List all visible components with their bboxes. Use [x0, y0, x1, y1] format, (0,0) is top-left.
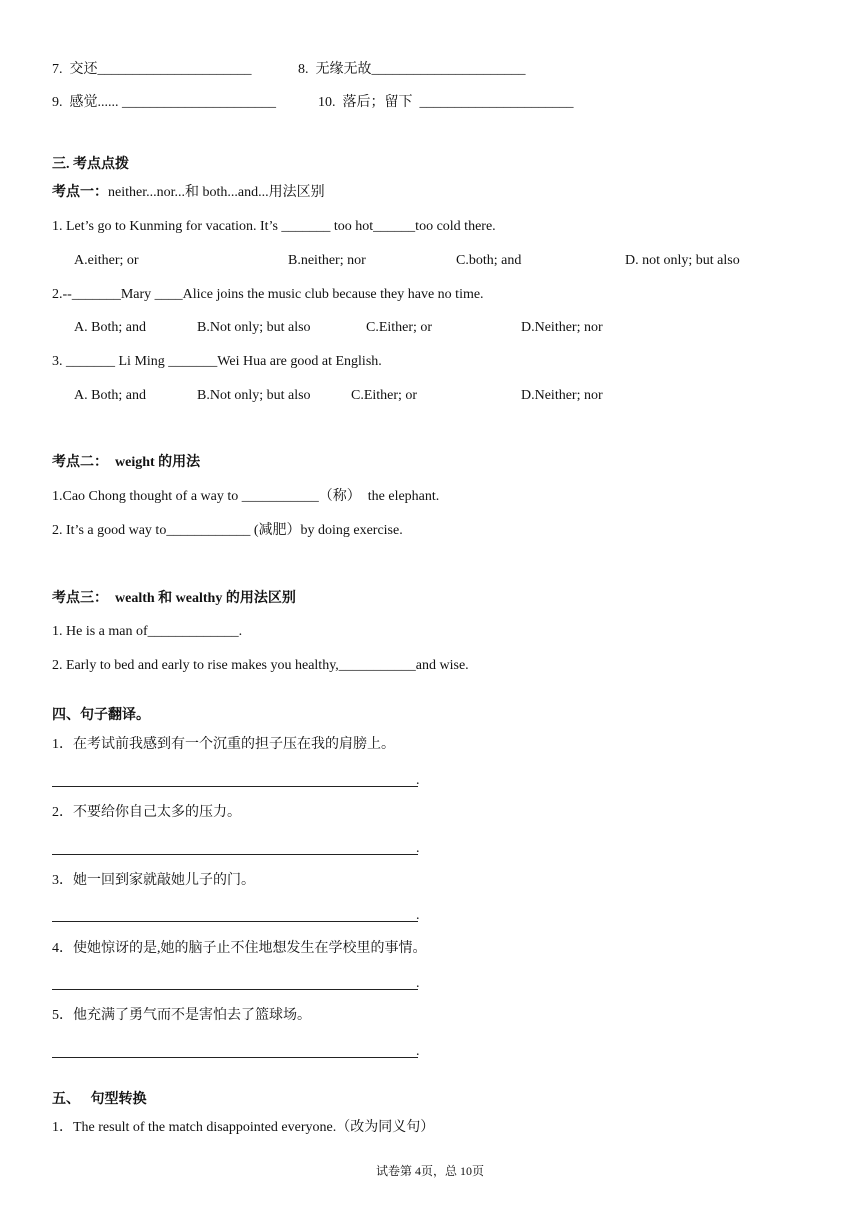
option-c: C.both; and [456, 253, 522, 268]
option-a: A. Both; and [74, 388, 146, 403]
answer-end-mark: . [416, 841, 420, 856]
option-a: A.either; or [74, 253, 139, 268]
question-stem: 2. Early to bed and early to rise makes you healthy,___________and wise. [52, 658, 469, 673]
translation-prompt: 5．他充满了勇气而不是害怕去了篮球场。 [52, 1008, 311, 1023]
translation-prompt: 1．在考试前我感到有一个沉重的担子压在我的肩膀上。 [52, 737, 395, 752]
option-b: B.neither; nor [288, 253, 366, 268]
vocab-item-8: 8. 无缘无故______________________ [298, 62, 526, 77]
question-stem: 1. Let’s go to Kunming for vacation. It’s _______ too hot______too cold there. [52, 219, 496, 234]
question-stem: 2. It’s a good way to____________ (减肥）by doing exercise. [52, 523, 403, 538]
option-c: C.Either; or [351, 388, 418, 403]
question-stem: 1.Cao Chong thought of a way to ___________（称） the elephant. [52, 489, 440, 504]
transform-prompt: 1．The result of the match disappointed everyone.（改为同义句） [52, 1120, 435, 1135]
vocab-item-9: 9. 感觉...... ______________________ [52, 95, 276, 110]
answer-line [52, 786, 418, 787]
point-1-title [52, 184, 325, 202]
point-2-title: 考点二： weight 的用法 [52, 455, 201, 470]
option-d: D.Neither; nor [521, 388, 603, 403]
vocab-item-7: 7. 交还______________________ [52, 62, 252, 77]
question-stem: 1. He is a man of_____________. [52, 624, 243, 639]
option-d: D. not only; but also [625, 253, 740, 268]
answer-line [52, 1057, 418, 1058]
section-5-title: 五、 句型转换 [52, 1092, 147, 1107]
question-stem: 3. _______ Li Ming _______Wei Hua are good at English. [52, 354, 382, 369]
question-stem: 2.--_______Mary ____Alice joins the music club because they have no time. [52, 287, 484, 302]
answer-line [52, 989, 418, 990]
answer-end-mark: . [416, 773, 420, 788]
answer-end-mark: . [416, 1044, 420, 1059]
option-b: B.Not only; but also [197, 320, 311, 335]
answer-end-mark: . [416, 976, 420, 991]
translation-prompt: 4．使她惊讶的是,她的脑子止不住地想发生在学校里的事情。 [52, 941, 427, 956]
vocab-item-10: 10. 落后；留下 ______________________ [318, 95, 574, 110]
section-4-title: 四、句子翻译。 [52, 708, 150, 723]
point-1-title-text: neither...nor...和 both...and...用法区别 [108, 185, 325, 200]
option-a: A. Both; and [74, 320, 146, 335]
section-3-title: 三. 考点点拨 [52, 157, 129, 172]
translation-prompt: 2．不要给你自己太多的压力。 [52, 805, 241, 820]
point-3-title: 考点三： wealth 和 wealthy 的用法区别 [52, 591, 296, 606]
point-1-title-label: 考点一： [52, 185, 108, 200]
translation-prompt: 3．她一回到家就敲她儿子的门。 [52, 873, 255, 888]
page-footer: 试卷第 4页，总 10页 [375, 1164, 484, 1178]
answer-line [52, 921, 418, 922]
answer-line [52, 854, 418, 855]
option-b: B.Not only; but also [197, 388, 311, 403]
option-d: D.Neither; nor [521, 320, 603, 335]
answer-end-mark: . [416, 908, 420, 923]
option-c: C.Either; or [366, 320, 433, 335]
